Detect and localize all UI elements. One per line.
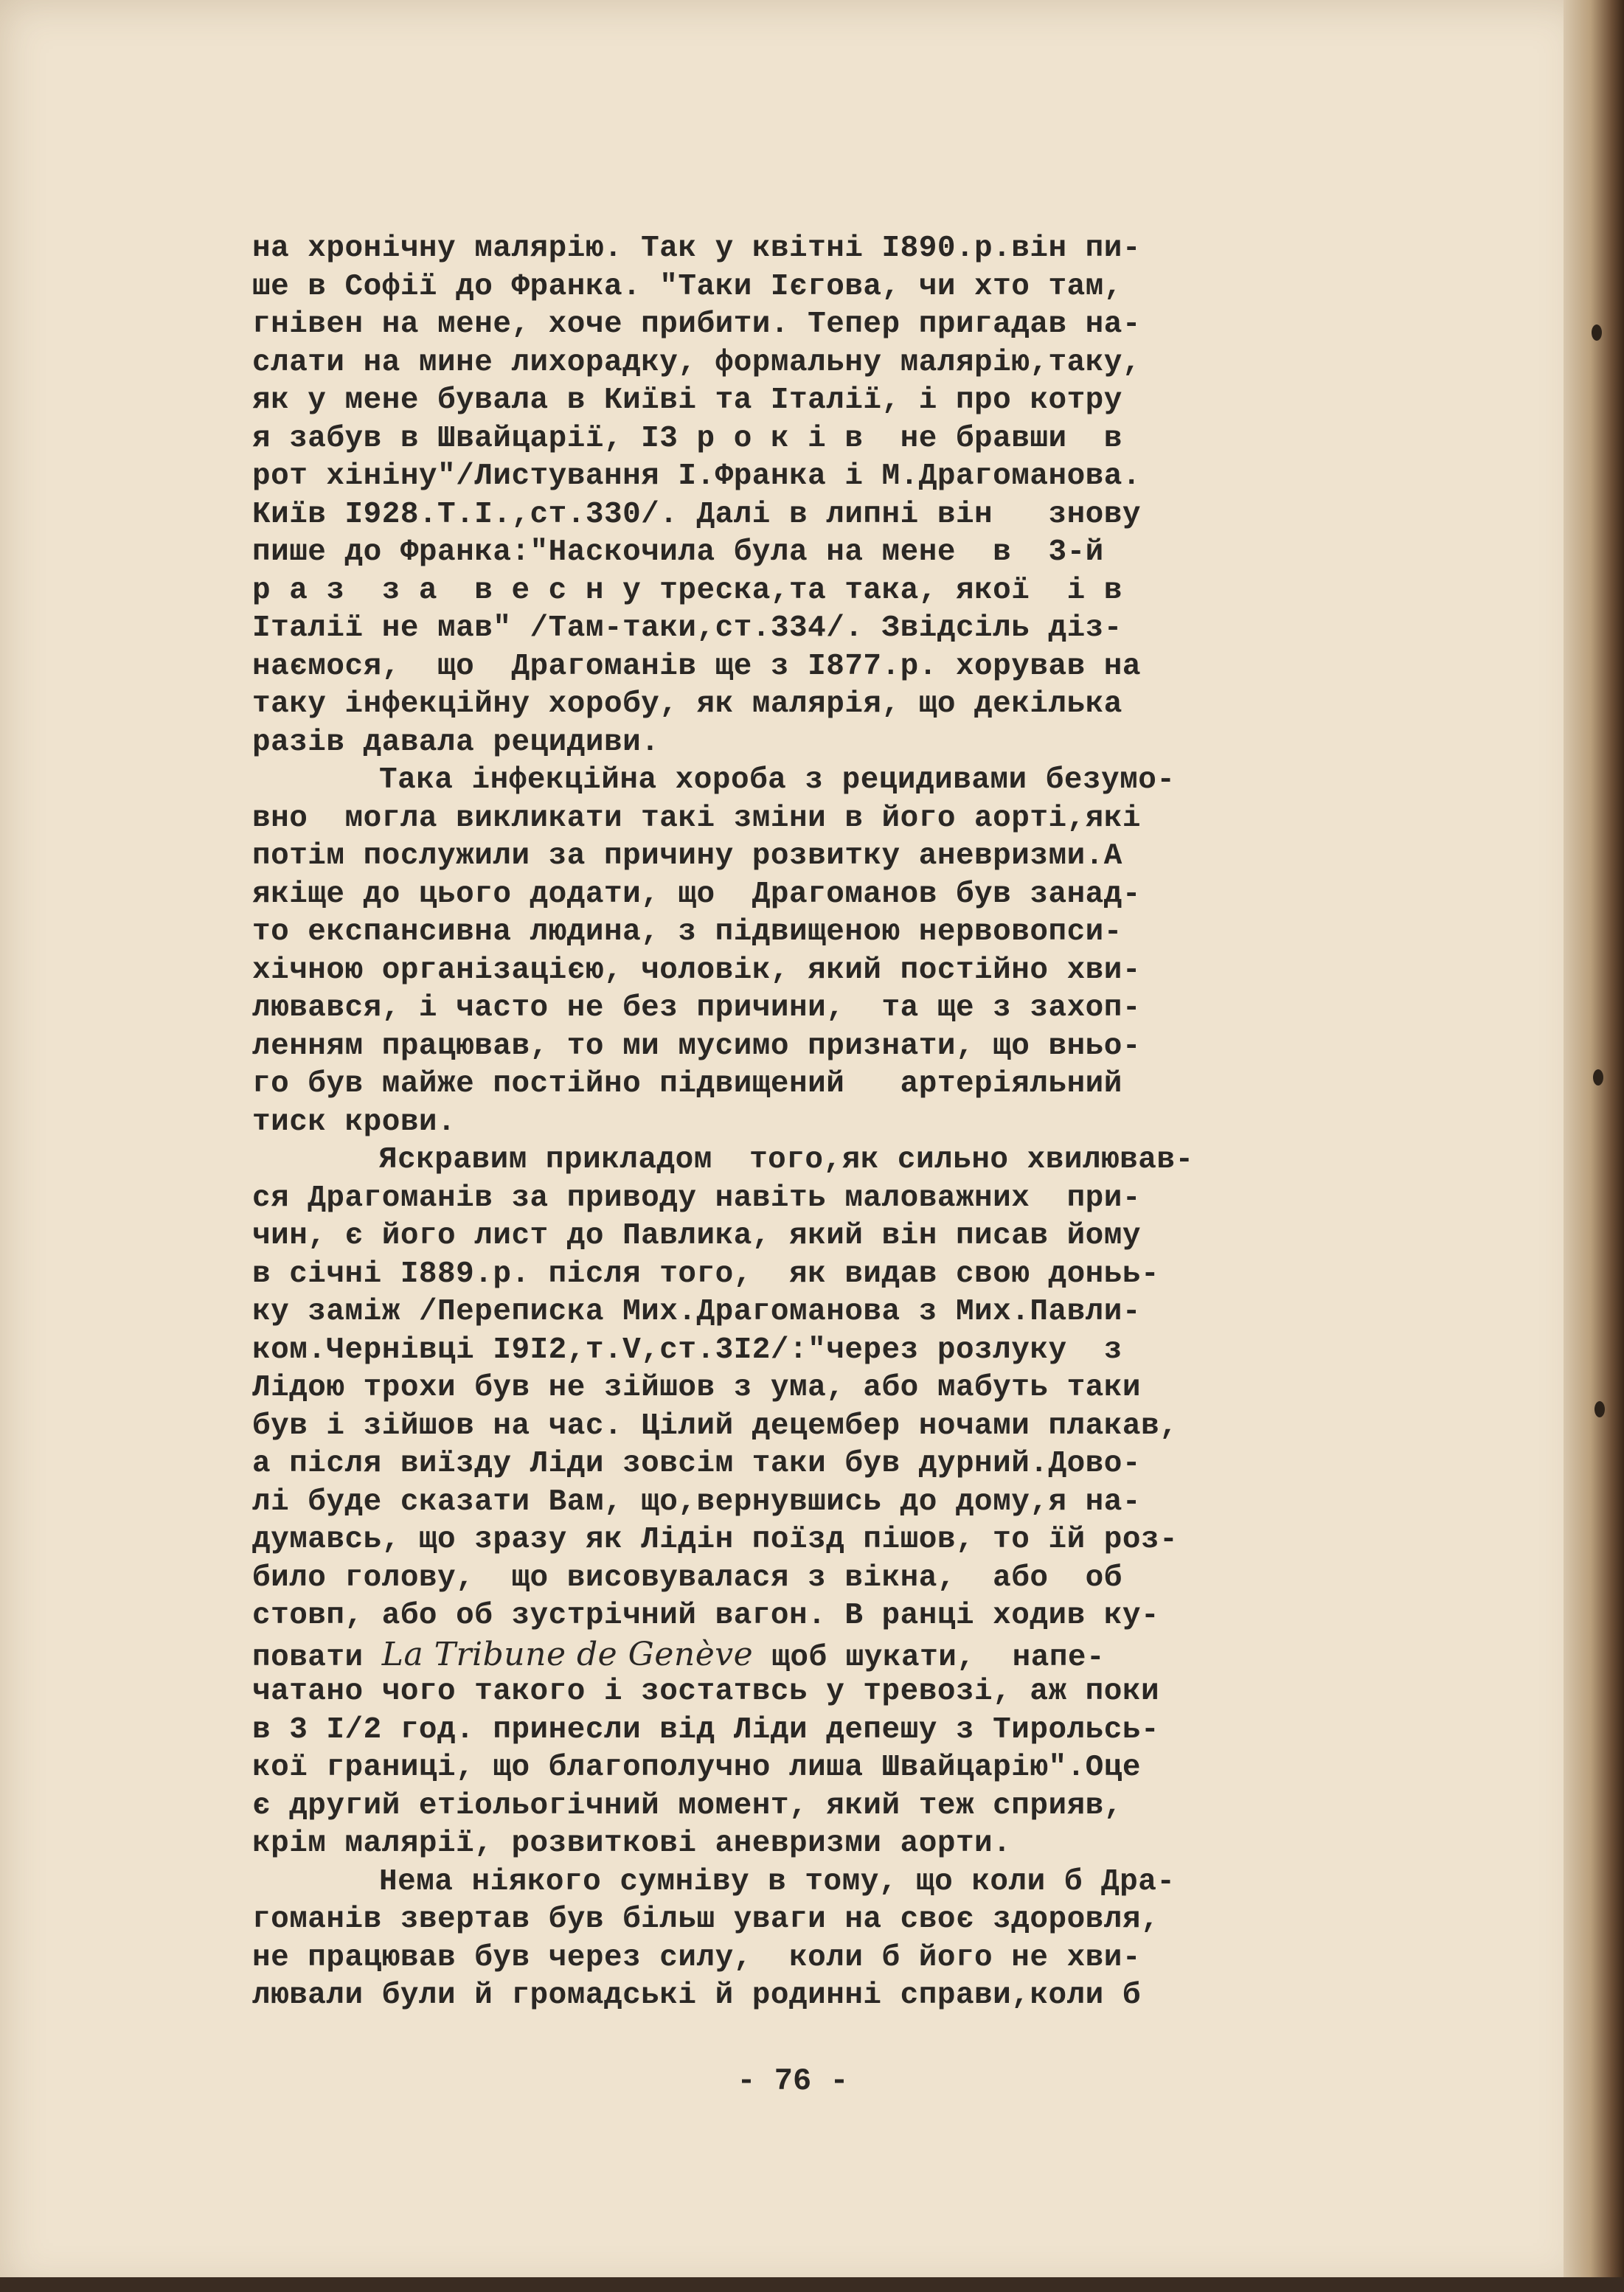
text-line: Така інфекційна хороба з рецидивами безумо- [379, 763, 1176, 797]
text-line: рот хініну"/Листування І.Франка і М.Драгоманова. [252, 459, 1141, 493]
body-text [252, 230, 1476, 2015]
text-line: ленням працював, то ми мусимо признати, що вньо- [252, 1029, 1141, 1063]
text-line: в 3 І/2 год. принесли від Ліди депешу з Тирольсь- [252, 1712, 1160, 1747]
text-line: гоманів звертав був більш уваги на своє здоровля, [252, 1903, 1160, 1937]
text-line: слати на мине лихорадку, формальну малярію,таку, [252, 345, 1141, 380]
binding-mark [1592, 324, 1602, 341]
text-line: гнівен на мене, хоче прибити. Тепер пригадав на- [252, 308, 1141, 341]
text-line: лі буде сказати Вам, що,вернувшись до дому,я на- [252, 1484, 1141, 1519]
text-line: крім малярії, розвиткові аневризми аорти. [252, 1827, 1012, 1861]
text-fragment: щоб шукати, напе- [753, 1640, 1106, 1675]
binding-mark [1593, 1069, 1603, 1086]
text-line: не працював був через силу, коли б його не хви- [252, 1940, 1141, 1975]
text-line: кої границі, що благополучно лиша Швайцарію".Оце [252, 1751, 1141, 1785]
text-line: в січні І889.р. після того, як видав свою доньь- [252, 1257, 1160, 1291]
newspaper-title: La Tribune de Genève [381, 1635, 754, 1673]
text-line: разів давала рецидиви. [252, 725, 660, 760]
text-line: то експансивна людина, з підвищеною нервовопси- [252, 915, 1122, 949]
text-line: пише до Франка:"Наскочила була на мене в 3-й [252, 535, 1104, 569]
text-line: Італії не мав" /Там-таки,ст.334/. Звідсіль діз- [252, 611, 1122, 645]
text-line: хічною організацією, чоловік, який постійно хви- [252, 953, 1141, 987]
text-line: лювали були й громадські й родинні справи,коли б [252, 1979, 1141, 2013]
text-line: наємося, що Драгоманів ще з І877.р. хорував на [252, 649, 1141, 684]
text-line: лювався, і часто не без причини, та ще з захоп- [252, 991, 1141, 1025]
text-line: стовп, або об зустрічний вагон. В ранці ходив ку- [252, 1599, 1160, 1633]
text-line: думавсь, що зразу як Лідін поїзд пішов, то їй роз- [252, 1523, 1179, 1557]
text-line: вно могла викликати такі зміни в його аорті,які [252, 801, 1141, 836]
text-line: р а з з а в е с н у треска,та така, якої і в [252, 573, 1122, 608]
text-line: ку заміж /Переписка Мих.Драгоманова з Мих.Павли- [252, 1295, 1141, 1329]
text-line: ком.Чернівці І9І2,т.V,ст.3І2/:"через розлуку з [252, 1333, 1122, 1367]
text-line: я забув в Швайцарії, І3 р о к і в не бравши в [252, 421, 1122, 456]
text-line: на хронічну малярію. Так у квітні І890.р.він пи- [252, 232, 1141, 265]
text-line: ся Драгоманів за приводу навіть маловажних при- [252, 1181, 1141, 1215]
text-line: таку інфекційну хоробу, як малярія, що декілька [252, 687, 1122, 721]
text-line: якіще до цього додати, що Драгоманов був занад- [252, 877, 1141, 911]
text-line: го був майже постійно підвищений артеріяльний [252, 1067, 1122, 1101]
text-line-with-title [252, 1636, 1476, 1674]
text-line: чатано чого такого і зостатвсь у тревозі, аж поки [252, 1675, 1160, 1709]
text-line: тиск крови. [252, 1105, 457, 1139]
text-line: Лідою трохи був не зійшов з ума, або мабуть таки [252, 1371, 1141, 1405]
text-line: чин, є його лист до Павлика, який він писав йому [252, 1219, 1141, 1253]
scan-bottom-edge [0, 2277, 1624, 2292]
page-number: - 76 - [737, 2063, 849, 2099]
text-fragment: повати [252, 1640, 382, 1675]
text-line: Нема ніякого сумніву в тому, що коли б Дра- [379, 1864, 1176, 1899]
text-line: ше в Софії до Франка. "Таки Ієгова, чи хто там, [252, 269, 1122, 304]
text-line: Яскравим прикладом того,як сильно хвилював- [379, 1143, 1194, 1177]
text-line: а після виїзду Ліди зовсім таки був дурний.Дово- [252, 1447, 1141, 1481]
text-line: був і зійшов на час. Цілий децембер ночами плакав, [252, 1409, 1179, 1443]
text-line: било голову, що висовувалася з вікна, або об [252, 1560, 1122, 1595]
book-spine [1564, 0, 1624, 2292]
text-line: є другий етіольогічний момент, який теж сприяв, [252, 1788, 1122, 1823]
text-line: Київ І928.Т.І.,ст.330/. Далі в липні він знову [252, 497, 1141, 532]
text-line: як у мене бувала в Київі та Італії, і про котру [252, 383, 1122, 417]
text-line: потім послужили за причину розвитку аневризми.А [252, 839, 1122, 873]
binding-mark [1594, 1401, 1605, 1417]
